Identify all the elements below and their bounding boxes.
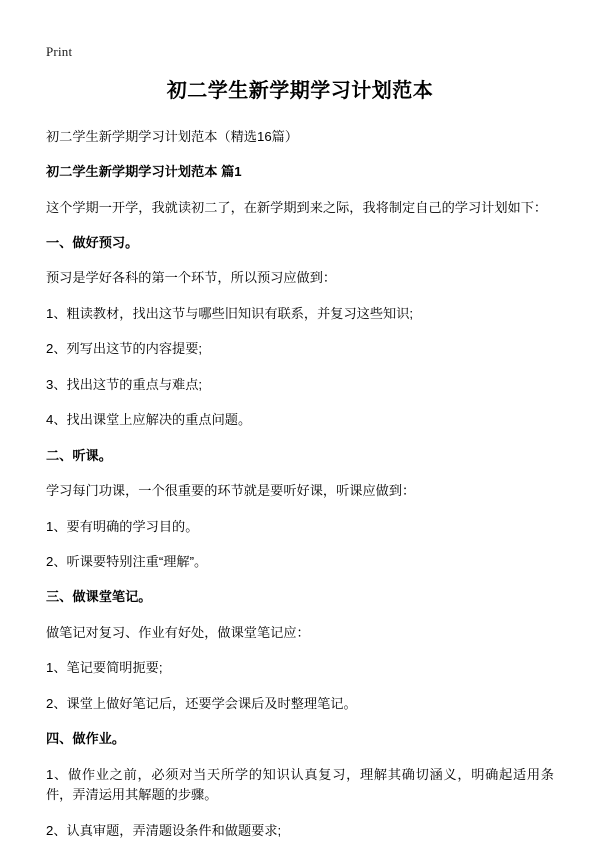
paragraph-4-item-2: 2、认真审题，弄清题设条件和做题要求; <box>46 822 282 838</box>
paragraph-1-item-1: 1、粗读教材，找出这节与哪些旧知识有联系，并复习这些知识; <box>46 305 414 321</box>
paragraph-heading-3: 三、做课堂笔记。 <box>46 589 152 605</box>
print-button[interactable]: Print <box>46 44 73 59</box>
paragraph-1: 预习是学好各科的第一个环节，所以预习应做到： <box>46 270 337 286</box>
paragraph-2: 学习每门功课，一个很重要的环节就是要听好课，听课应做到： <box>46 483 416 499</box>
paragraph-4-item-1: 1、做作业之前，必须对当天所学的知识认真复习，理解其确切涵义，明确起适用条件，弄清运用其解题的步骤。 <box>46 766 554 803</box>
paragraph-3-item-1: 1、笔记要简明扼要; <box>46 660 163 676</box>
page-title: 初二学生新学期学习计划范本 <box>166 79 434 102</box>
paragraph-2-item-2: 2、听课要特别注重“理解”。 <box>46 554 208 570</box>
paragraph-3-item-2: 2、课堂上做好笔记后，还要学会课后及时整理笔记。 <box>46 695 357 711</box>
paragraph-2-item-1: 1、要有明确的学习目的。 <box>46 518 199 534</box>
paragraph-1-item-2: 2、列写出这节的内容提要; <box>46 341 203 357</box>
paragraph-intro: 初二学生新学期学习计划范本（精选16篇） <box>46 128 299 144</box>
paragraph-1-item-3: 3、找出这节的重点与难点; <box>46 376 203 392</box>
paragraph-heading-4: 四、做作业。 <box>46 731 126 747</box>
paragraph-heading-2: 二、听课。 <box>46 447 112 463</box>
paragraph-1-item-4: 4、找出课堂上应解决的重点问题。 <box>46 412 252 428</box>
paragraph-intro-body: 这个学期一开学，我就读初二了，在新学期到来之际，我将制定自己的学习计划如下： <box>46 199 548 215</box>
paragraph-section-1-title: 初二学生新学期学习计划范本 篇1 <box>46 164 242 180</box>
paragraph-3: 做笔记对复习、作业有好处，做课堂笔记应： <box>46 624 310 640</box>
document-body <box>46 127 554 841</box>
paragraph-heading-1: 一、做好预习。 <box>46 234 139 250</box>
